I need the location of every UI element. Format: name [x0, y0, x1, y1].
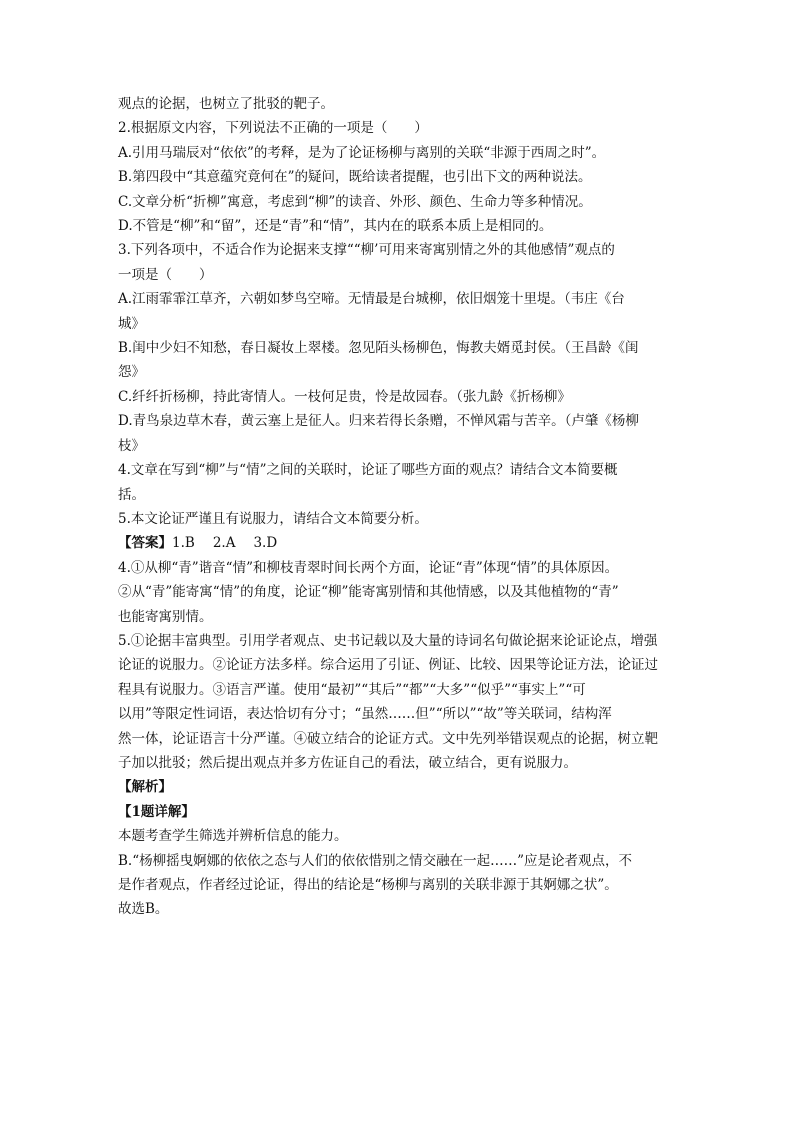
option-3d: D.青鸟泉边草木春，黄云塞上是征人。归来若得长条赠，不惮风霜与苦辛。（卢肇《杨柳 [118, 413, 639, 430]
question-3-cont: 一项是（ ） [118, 266, 213, 283]
option-3d-cont: 枝》 [118, 437, 145, 454]
analysis-line: 是作者观点，作者经过论证，得出的结论是“杨柳与离别的关联非源于其婀娜之状”。 [118, 877, 618, 893]
answer-3: 3.D [253, 535, 278, 552]
answer-row [118, 531, 684, 555]
answer-5-line: 5.①论据丰富典型。引用学者观点、史书记载以及大量的诗词名句做论据来论证论点，增强 [118, 632, 658, 649]
option-2b: B.第四段中“其意蕴究竟何在”的疑问，既给读者提醒，也引出下文的两种说法。 [118, 169, 592, 186]
option-2a: A.引用马瑞辰对“依依”的考释，是为了论证杨柳与离别的关联“非源于西周之时”。 [118, 144, 606, 161]
answer-5-line: 程具有说服力。③语言严谨。使用“最初”“其后”“都”“大多”“似乎”“事实上”“可 [118, 681, 586, 698]
answer-label: 【答案】 [118, 535, 172, 552]
answer-4-line: 也能寄寓别情。 [118, 608, 213, 625]
answer-4-line: 4.①从柳“青”谐音“情”和柳枝青翠时间长两个方面，论证“青”体现“情”的具体原因。 [118, 559, 619, 576]
answer-5-line: 以用”等限定性词语，表达恰切有分寸；“虽然……但”“所以”“故”等关联词，结构浑 [118, 706, 612, 723]
option-3c: C.纤纤折杨柳，持此寄情人。一枝何足贵，怜是故园春。（张九龄《折杨柳》 [118, 388, 571, 405]
question-5: 5.本文论证严谨且有说服力，请结合文本简要分析。 [118, 510, 428, 527]
analysis-label: 【解析】 [118, 779, 172, 796]
q1-detail-label: 【1题详解】 [118, 803, 195, 820]
option-3a: A.江雨霏霏江草齐，六朝如梦鸟空啼。无情最是台城柳，依旧烟笼十里堤。（韦庄《台 [118, 291, 625, 308]
question-3: 3.下列各项中，不适合作为论据来支撑““柳’可用来寄寓别情之外的其他感情”观点的 [118, 242, 615, 259]
text-line: 观点的论据，也树立了批驳的靶子。 [118, 96, 334, 112]
option-3b: B.闺中少妇不知愁，春日凝妆上翠楼。忽见陌头杨柳色，悔教夫婿觅封侯。（王昌龄《闺 [118, 340, 639, 357]
answer-4-line: ②从“青”能寄寓“情”的角度，论证“柳”能寄寓别情和其他情感，以及其他植物的“青” [118, 584, 619, 601]
analysis-line: B.“杨柳摇曳婀娜的依依之态与人们的依依惜别之情交融在一起……”应是论者观点，不 [118, 852, 633, 869]
answer-5-line: 然一体，论证语言十分严谨。④破立结合的论证方式。文中先列举错误观点的论据，树立靶 [118, 730, 658, 747]
option-3a-cont: 城》 [118, 315, 145, 332]
analysis-line: 本题考查学生筛选并辨析信息的能力。 [118, 828, 348, 845]
question-4-cont: 括。 [118, 486, 145, 503]
option-2d: D.不管是“柳”和“留”，还是“青”和“情”，其内在的联系本质上是相同的。 [118, 218, 553, 235]
answer-5-line: 论证的说服力。②论证方法多样。综合运用了引证、例证、比较、因果等论证方法，论证过 [118, 657, 658, 674]
question-2: 2.根据原文内容，下列说法不正确的一项是（ ） [118, 120, 428, 137]
option-3b-cont: 怨》 [118, 364, 145, 381]
answer-1: 1.B [172, 535, 195, 552]
analysis-line: 故选B。 [118, 901, 169, 918]
answer-5-line: 子加以批驳；然后提出观点并多方佐证自己的看法，破立结合，更有说服力。 [118, 754, 577, 771]
option-2c: C.文章分析“折柳”寓意，考虑到“柳”的读音、外形、颜色、生命力等多种情况。 [118, 193, 592, 210]
answer-2: 2.A [212, 535, 236, 552]
question-4: 4.文章在写到“柳”与“情”之间的关联时，论证了哪些方面的观点？请结合文本简要概 [118, 462, 618, 479]
